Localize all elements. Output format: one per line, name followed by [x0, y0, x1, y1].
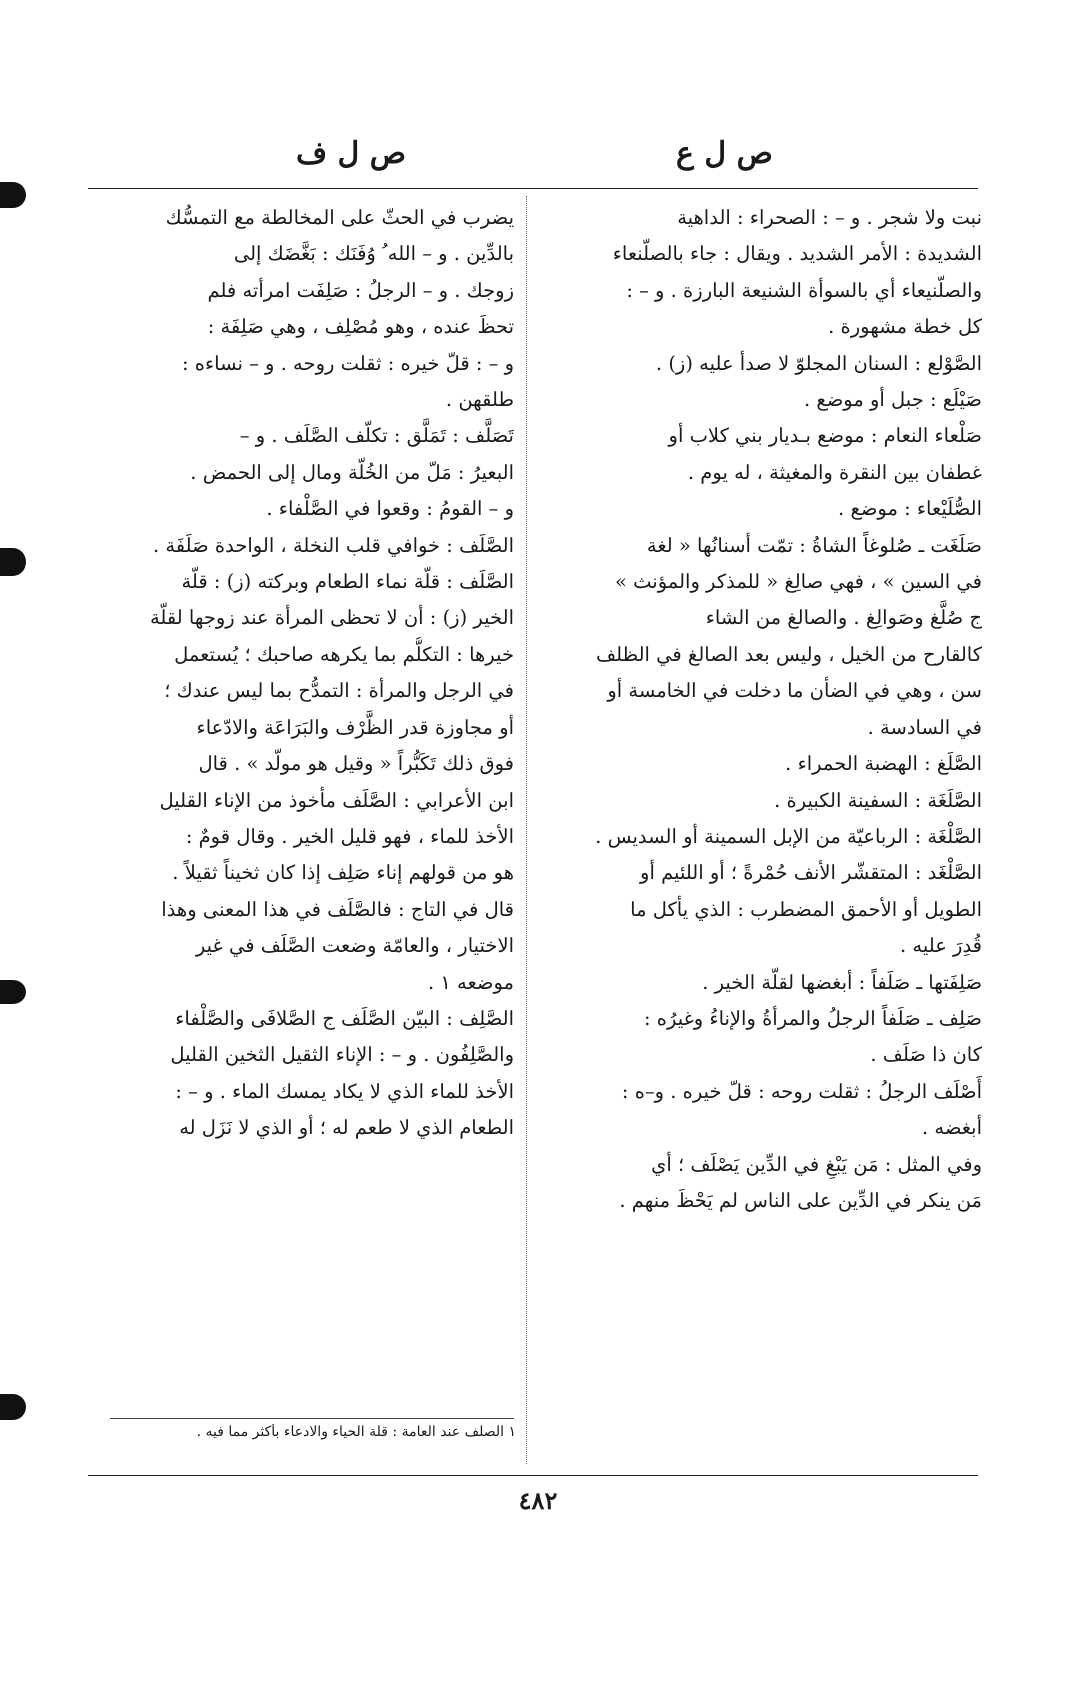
text-line: والصَّلِفُون . و – : الإناء الثقيل الثخين القليل — [170, 1043, 514, 1067]
text-line: كل خطة مشهورة . — [828, 315, 982, 339]
text-line: مَن ينكر في الدِّين على الناس لم يَحْظَ منهم . — [619, 1188, 982, 1212]
text-line: الشديدة : الأمر الشديد . ويقال : جاء بالصلّنعاء — [612, 242, 982, 266]
text-line: الأخذ للماء ، فهو قليل الخير . وقال قومٌ : — [185, 824, 514, 848]
header-root-left: ص ل ف — [296, 136, 407, 171]
text-line: أَصْلَف الرجلُ : ثقلت روحه : قلّ خيره . و–ه : — [621, 1079, 982, 1103]
text-line: الصَّلْغَة : الرباعيّة من الإبل السمينة أو السديس . — [595, 824, 982, 848]
text-line: أو مجاوزة قدر الظَّرْف والبَرَاعَة والادّعاء — [196, 715, 514, 739]
text-line: الصُّلَيْعاء : موضع . — [838, 497, 982, 521]
text-line: يضرب في الحثّ على المخالطة مع التمسُّك — [165, 206, 514, 229]
footnote-rule — [110, 1418, 514, 1419]
margin-ink-mark — [0, 548, 26, 576]
text-line: و – القومُ : وقعوا في الصَّلْفاء . — [266, 497, 514, 521]
text-line: تحظَ عنده ، وهو مُصْلِف ، وهي صَلِفَة : — [207, 315, 514, 339]
text-line: الصَّوْلع : السنان المجلوّ لا صدأ عليه (ز) . — [655, 351, 982, 375]
text-line: زوجك . و – الرجلُ : صَلِفَت امرأته فلم — [207, 278, 514, 302]
text-line: ابن الأعرابي : الصَّلَف مأخوذ من الإناء القليل — [159, 788, 514, 812]
text-line: في السادسة . — [867, 715, 982, 739]
text-line: فوق ذلك تَكَبُّراً « وقيل هو مولّد » . قال — [198, 752, 514, 776]
page-number: ٤٨٢ — [518, 1486, 558, 1515]
margin-ink-mark — [0, 182, 26, 208]
text-line: الصَّلَغ : الهضبة الحمراء . — [785, 752, 982, 776]
text-line: ج صُلَّغ وصَوالِغ . والصالغ من الشاء — [705, 606, 982, 630]
text-line: هو من قولهم إناء صَلِف إذا كان ثخيناً ثقيلاً . — [172, 861, 514, 885]
text-line: و – : قلّ خيره : ثقلت روحه . و – نساءه : — [181, 351, 514, 375]
text-line: وفي المثل : مَن يَبْغِ في الدِّين يَصْلَف ؛ أي — [651, 1152, 982, 1176]
text-line: في الرجل والمرأة : التمدُّح بما ليس عندك ؛ — [164, 679, 514, 703]
text-line: أبغضه . — [921, 1116, 982, 1140]
text-line: طلقهن . — [445, 388, 514, 412]
text-line: صَلِفَتها ـ صَلَفاً : أبغضها لقلّة الخير . — [702, 970, 982, 994]
text-line: بالدِّين . و – الله ُ وُفَنَك : بَغَّضَك إلى — [233, 242, 514, 266]
footer-rule — [88, 1475, 978, 1476]
text-line: سن ، وهي في الضأن ما دخلت في الخامسة أو — [607, 679, 982, 703]
column-divider — [526, 196, 527, 1464]
text-line: الصَّلْغَد : المتقشّر الأنف حُمْرةً ؛ أو اللئيم أو — [640, 861, 982, 885]
text-line: كالقارح من الخيل ، وليس بعد الصالغ في الظلف — [595, 642, 982, 666]
text-line: الصَّلَف : خوافي قلب النخلة ، الواحدة صَلَفَة . — [152, 533, 514, 557]
text-line: قُدِرَ عليه . — [900, 934, 982, 958]
text-line: في السين » ، فهي صالِغ « للمذكر والمؤنث » — [615, 570, 982, 594]
header-rule — [88, 188, 978, 189]
text-line: قال في التاج : فالصَّلَف في هذا المعنى وهذا — [161, 897, 514, 921]
left-column — [90, 200, 514, 1147]
text-line: نبت ولا شجر . و – : الصحراء : الداهية — [677, 206, 982, 229]
text-line: الاختيار ، والعامّة وضعت الصَّلَف في غير — [195, 934, 514, 958]
margin-ink-mark — [0, 1394, 26, 1420]
text-line: كان ذا صَلَف . — [870, 1043, 982, 1067]
text-line: صَلِف ـ صَلَفاً الرجلُ والمرأةُ والإناءُ وغيرُه : — [643, 1006, 982, 1030]
text-line: خيرها : التكلُّم بما يكرهه صاحبك ؛ يُستعمل — [174, 642, 514, 666]
text-line: الطعام الذي لا طعم له ؛ أو الذي لا نَزَل له — [179, 1116, 514, 1140]
margin-ink-mark — [0, 980, 26, 1004]
text-line: والصلّنيعاء أي بالسوأة الشنيعة البارزة . و – : — [626, 278, 982, 302]
text-line: موضعه ١ . — [427, 970, 514, 994]
text-line: البعيرُ : مَلّ من الخُلّة ومال إلى الحمض . — [190, 460, 514, 484]
right-column — [548, 200, 982, 1219]
text-line: الخير (ز) : أن لا تحظى المرأة عند زوجها لقلّة — [149, 606, 514, 630]
text-line: صَلْعاء النعام : موضع بـديار بني كلاب أو — [668, 424, 982, 448]
text-line: تَصَلَّف : تَمَلَّق : تكلّف الصَّلَف . و – — [239, 424, 514, 448]
text-line: الصَّلَف : قلّة نماء الطعام وبركته (ز) : قلّة — [181, 570, 514, 594]
text-line: صَلَغَت ـ صُلوغاً الشاةُ : تمّت أسنانُها « لغة — [646, 533, 982, 557]
text-line: الأخذ للماء الذي لا يكاد يمسك الماء . و – : — [175, 1079, 514, 1103]
footnote: ١ الصلف عند العامة : قلة الحياء والادعاء بأكثر مما فيه . — [196, 1424, 516, 1440]
text-line: الصَّلَغَة : السفينة الكبيرة . — [774, 788, 982, 812]
text-line: صَيْلَع : جبل أو موضع . — [803, 388, 982, 412]
text-line: غطفان بين النقرة والمغيثة ، له يوم . — [687, 460, 982, 484]
text-line: الطويل أو الأحمق المضطرب : الذي يأكل ما — [630, 897, 982, 921]
header-root-right: ص ل ع — [676, 136, 773, 171]
text-line: الصَّلِف : البيّن الصَّلَف ج الصَّلافَى والصَّلْفاء — [175, 1006, 514, 1030]
